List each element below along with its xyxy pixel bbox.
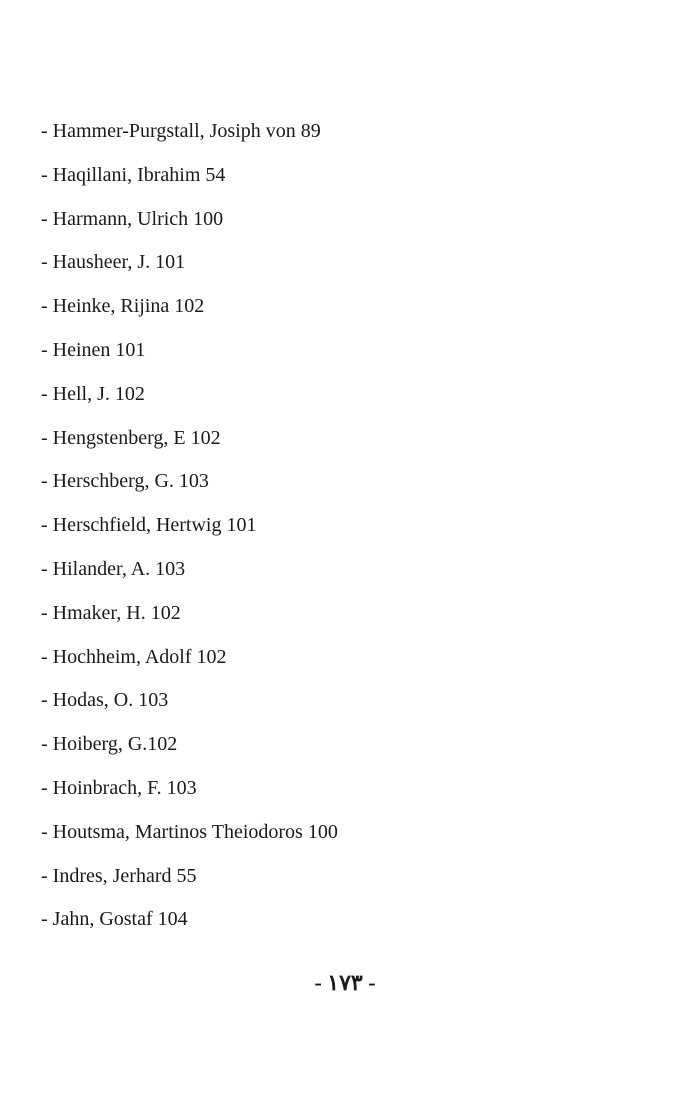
index-entry: - Houtsma, Martinos Theiodoros 100 bbox=[41, 820, 338, 843]
index-entry: - Haqillani, Ibrahim 54 bbox=[41, 163, 226, 186]
index-entry: - Heinke, Rijina 102 bbox=[41, 295, 205, 318]
page-number: - ١٧٣ - bbox=[314, 970, 376, 995]
index-entry: - Hausheer, J. 101 bbox=[41, 251, 186, 274]
index-entry: - Hochheim, Adolf 102 bbox=[41, 645, 227, 668]
index-entry: - Hmaker, H. 102 bbox=[41, 601, 181, 624]
index-entry: - Herschberg, G. 103 bbox=[41, 470, 209, 493]
index-entry: - Harmann, Ulrich 100 bbox=[41, 207, 224, 230]
index-entry: - Hengstenberg, E 102 bbox=[41, 426, 221, 449]
index-entry: - Hodas, O. 103 bbox=[41, 689, 169, 712]
index-entry: - Hell, J. 102 bbox=[41, 382, 145, 405]
index-entry: - Hammer-Purgstall, Josiph von 89 bbox=[41, 120, 321, 142]
index-entry: - Indres, Jerhard 55 bbox=[41, 864, 197, 887]
index-list bbox=[41, 116, 338, 948]
index-entry: - Hoiberg, G.102 bbox=[41, 733, 178, 756]
index-entry: - Jahn, Gostaf 104 bbox=[41, 908, 188, 931]
index-entry: - Herschfield, Hertwig 101 bbox=[41, 514, 257, 537]
index-entry: - Hoinbrach, F. 103 bbox=[41, 776, 197, 799]
index-entry: - Hilander, A. 103 bbox=[41, 557, 186, 580]
index-entry: - Heinen 101 bbox=[41, 338, 146, 361]
